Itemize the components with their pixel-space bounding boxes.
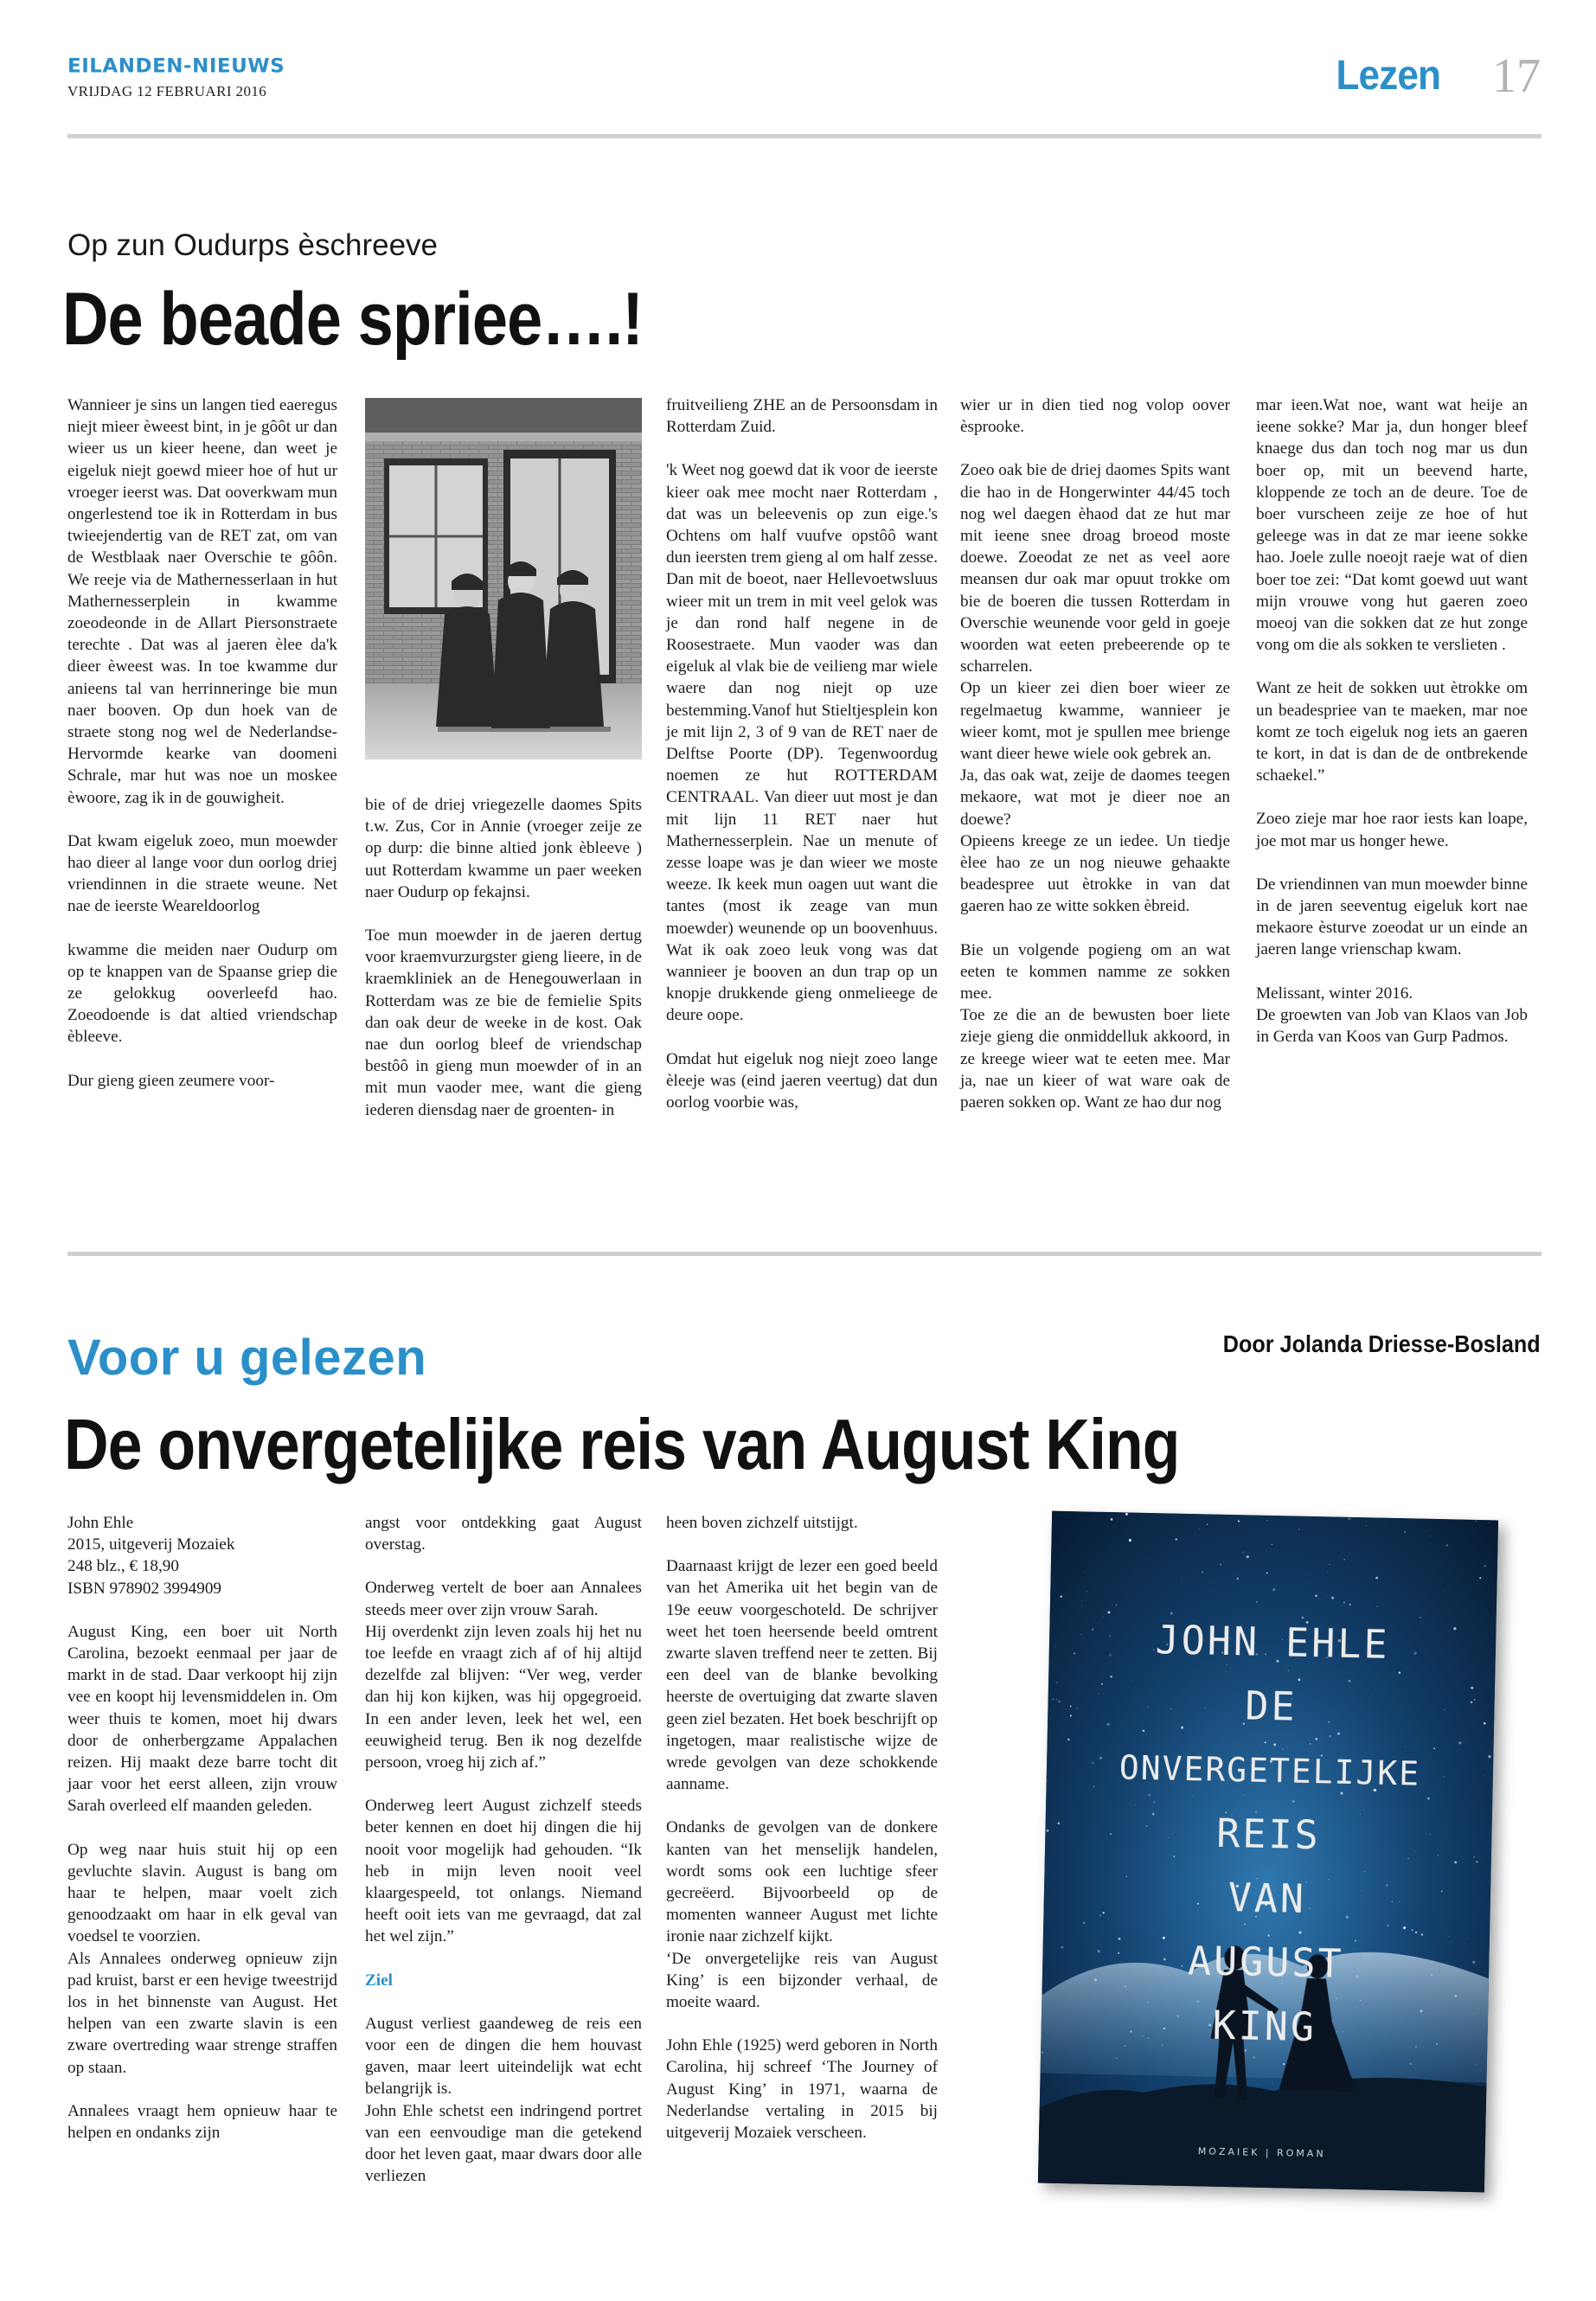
book-cover xyxy=(1038,1511,1498,2193)
article2-column-3 xyxy=(666,1512,938,2144)
article1-title: De beade spriee….! xyxy=(62,278,643,361)
issue-date: VRIJDAG 12 FEBRUARI 2016 xyxy=(67,83,267,99)
paragraph: John Ehle (1925) werd geboren in North Carolina, hij schreef ‘The Journey of August King’ in 1971, waarna de Nederlandse vertaling in 2015 bij uitgeverij Mozaiek verscheen. xyxy=(666,2036,938,2143)
paragraph: wier ur in dien tied nog volop oover èsprooke. xyxy=(960,396,1230,437)
cover-line: REIS xyxy=(1215,1810,1322,1859)
article2-title: De onvergetelijke reis van August King xyxy=(64,1404,1180,1484)
book-details: John Ehle 2015, uitgeverij Mozaiek 248 blz., € 18,90 ISBN 978902 3994909 xyxy=(67,1514,235,1598)
paragraph: Bie un volgende pogieng om an wat eeten te kommen namme ze sokken mee. Toe ze die an de bewusten boer liete zieje gieng die onmiddelluk akkoord, in ze kreege wieer wat te eeten mee. Mar ja, nae un kieer of wat ware oak de paeren sokken op. Want ze hao dur nog xyxy=(960,940,1230,1112)
paragraph: Op weg naar huis stuit hij op een gevluchte slavin. August is bang om haar te helpen, maar voelt zich genoodzaakt om haar in elk geval van voedsel te voorzien. Als Annalees onderweg opnieuw zijn pad kruist, barst er een hevige tweestrijd los in het binnenste van August. Het helpen van een zwarte slavin is een zware overtreding waar strenge straffen op staan. xyxy=(67,1840,337,2077)
paragraph: August King, een boer uit North Carolina, bezoekt eenmaal per jaar de markt in de stad. Daar verkoopt hij zijn vee en koopt hij levensmiddelen in. Om weer thuis te komen, moet hij dwars door de onherbergzame Appalachen reizen. Hij maakt deze barre tocht dit jaar voor het eerst alleen, zijn vrouw Sarah overleed elf maanden geleden. xyxy=(67,1622,337,1816)
paragraph: Zoeo zieje mar hoe raor iests kan loape, joe mot mar us honger hewe. xyxy=(1256,810,1528,850)
paragraph: Wannieer je sins un langen tied eaeregus niejt mieer èweest bint, in je gôôt ur dan wieer us un kieer heene, dan weet je eigeluk niejt goewd mieer hoe of hut ur vroeger ieerst was. Dat ooverkwam mun ongerlestend toe ik in Rotterdam in bus twieejendertig van de RET zat, om van de Westblaak naer Overschie te gôôn. We reeje via de Mathernesserlaan in hut Mathernesserplein in kwamme zoeodeonde in de Allart Piersonstraete terechte . Dat was al jaeren èlee da'k dieer èweest was. In toe kwamme dur anieens tal van herrinneringe bie mun naer booven. Op dun hoek van de straete stong nog wel de Nederlandse- Hervormde kearke van doomeni Schrale, mar hut was noe un moskee èwoore, zag ik in de gouwigheit. xyxy=(67,396,337,807)
cover-line: KING xyxy=(1212,2002,1317,2051)
paragraph: Omdat hut eigeluk nog niejt zoeo lange èleeje was (eind jaeren veertug) dat dun oorlog voorbie was, xyxy=(666,1049,938,1112)
cover-line: AUGUST xyxy=(1187,1938,1345,1987)
paragraph: heen boven zichzelf uitstijgt. xyxy=(666,1514,858,1532)
photo-three-women-icon xyxy=(365,398,642,760)
paragraph: angst voor ontdekking gaat August overstag. xyxy=(365,1514,642,1554)
cover-line: VAN xyxy=(1227,1875,1307,1922)
article2-byline: Door Jolanda Driesse-Bosland xyxy=(1223,1330,1541,1357)
article1-column-5 xyxy=(1256,394,1528,1048)
photo-image xyxy=(365,398,642,760)
article1-column-4 xyxy=(960,394,1230,1113)
signature: Melissant, winter 2016. De groewten van Job van Klaos van Job in Gerda van Koos van Gurp Padmos. xyxy=(1256,984,1528,1047)
paragraph: Daarnaast krijgt de lezer een goed beeld van het Amerika uit het begin van de 19e eeuw voorgeschoteld. De schrijver weet het toen heersende beeld omtrent zwarte slaven treffend neer te zetten. Bij een deel van de blanke bevolking heerste de overtuiging dat zwarte slaven geen ziel bezaten. Het boek beschrijft op ingetogen, maar realistische wijze de wrede gevolgen van deze schokkende aanname. xyxy=(666,1557,938,1794)
article2-kicker: Voor u gelezen xyxy=(67,1330,427,1386)
paragraph: August verliest gaandeweg de reis een voor een de dingen die hem houvast gaven, maar leert uiteindelijk wat echt belangrijk is. John Ehle schetst een indringend portret van een eenvoudige man die getekend door het leven gaat, maar dwars door alle verliezen xyxy=(365,2014,642,2186)
book-cover-publisher: MOZAIEK | ROMAN xyxy=(1197,2145,1326,2160)
header-rule xyxy=(67,134,1542,138)
article1-column-3 xyxy=(666,394,938,1113)
paragraph: Dat kwam eigeluk zoeo, mun moewder hao dieer al lange voor dun oorlog driej vriendinnen in die straete weune. Net nae de ieerste Weareldoorlog xyxy=(67,831,337,916)
cover-line: ONVERGETELIJKE xyxy=(1118,1748,1421,1793)
cover-line: JOHN EHLE xyxy=(1155,1617,1391,1668)
subheading-ziel: Ziel xyxy=(365,1971,393,1990)
paragraph: 'k Weet nog goewd dat ik voor de ieerste kieer oak mee mocht naer Rotterdam , dat was un beleevenis op zun eige.'s Ochtens om half vuufve opstôô want dun ieersten trem gieng al om half zesse. Dan mit de boeot, naer Hellevoetwsluus wieer mit un trem in mit veel gelok was je dan rond half negene in de Roosestraete. Mun vaoder was dan eigeluk al vlak bie de veilieng mar wiele waere dan nog niejt op uze bestemming.Vanof hut Stieltjesplein kon je mit lijn 2, 3 of 9 van de RET naer de Delftse Poorte (DP). Tegenwoordug noemen ze hut ROTTERDAM CENTRAAL. Van dieer uut most je dan mit lijn 11 RET naer hut Mathernesserplein. Nae un menute of zesse loape was je dan wieer we moste weeze. Ik keek mun oagen uut want die tantes (most ik zeage van mun moewder) weunende op un boovenhuus. Wat ik oak zoeo leuk vong was dat wannieer je booven an dun trap op un knopje drukkende gieng onmelieege de deure oope. xyxy=(666,461,938,1025)
article1-column-2 xyxy=(365,794,642,1121)
article1-column-1 xyxy=(67,394,337,1092)
paragraph: Toe mun moewder in de jaeren dertug voor kraemvurzurgster gieng lieere, in de kraemkliniek an de Henegouwerlaan in Rotterdam was ze bie de femielie Spits dan oak deur de weeke in de kost. Oak nae dun oorlog bleef de vriendschap bestôô in gieng mun moewder of in an mit mun vaoder mee, want die gieng iederen diensdag naer de groenten- in xyxy=(365,926,642,1119)
page-number: 17 xyxy=(1492,49,1541,103)
book-cover-title xyxy=(1041,1606,1497,2064)
paragraph: mar ieen.Wat noe, want wat heije an ieene sokke? Mar ja, dun honger bleef knaege dus dan toch nog mar us dun boer op, mit un beevend harte, kloppende ze toch an de deure. Toe de boer vurscheen zeije ze hoe of hut geleege was in dat ze mar ieene sokke hao. Joele zulle noeojt raeje wat of dien boer toe zei: “Dat komt goewd uut want mijn vrouwe vong hut gaeren zoeo moeoj van die sokken dat ze hut zonge vong om die als sokken te verslieten . xyxy=(1256,396,1528,655)
paragraph: Ondanks de gevolgen van de donkere kanten van het menselijk handelen, wordt soms ook een luchtige sfeer gecreëerd. Bijvoorbeeld op de momenten wanneer August met lichte ironie naar zichzelf kijkt. ‘De onvergetelijke reis van August King’ is een bijzonder verhaal, de moeite waard. xyxy=(666,1818,938,2012)
masthead-logo: EILANDEN-NIEUWS xyxy=(67,55,285,78)
paragraph: Zoeo oak bie de driej daomes Spits want die hao in de Hongerwinter 44/45 toch nog wel daegen èhaod dat ze hut mar mit ieene snee droag broeod moste doewe. Zoeodat ze net as veel aore meansen dur oak mar opuut trokke om bie de boeren die tussen Rotterdam in Overschie weunende voor geld in goeje woorden wat eeten prebeerende op te scharrelen. Op un kieer zei dien boer wieer ze regelmaetug kwamme, wannieer je wieer komt, mot je spullen mee brienge want dieer hewe wiele ook gebrek an. Ja, das oak wat, zeije de daomes teegen mekaore, wat mot je dieer noe an doewe? Opieens kreege ze un iedee. Un tiedje èlee hao ze un nog nieuwe gehaakte beadespree uut ètrokke in van dat gaeren hao ze witte sokken èbreid. xyxy=(960,461,1230,916)
paragraph: Want ze heit de sokken uut ètrokke om un beadespriee van te maeken, mar noe komt ze toch eigeluk nog iets an gaeren te kort, in dat is dan de de ontbrekende schaekel.” xyxy=(1256,679,1528,785)
article-divider xyxy=(67,1252,1542,1256)
cover-line: DE xyxy=(1244,1682,1298,1730)
section-title: Lezen xyxy=(1336,53,1440,99)
paragraph: De vriendinnen van mun moewder binne in de jaren seeventug eigeluk kort nae mekaore èsturve zoeodat ur un einde an jaeren lange vrienschap kwam. xyxy=(1256,875,1528,959)
article1-kicker: Op zun Oudurps èschreeve xyxy=(67,228,439,262)
paragraph: kwamme die meiden naer Oudurp om op te knappen van de Spaanse griep die ze gelokkug ooverleefd hao. Zoeodoende is dat altied vriendschap èbleeve. xyxy=(67,940,337,1047)
paragraph: Dur gieng gieen zeumere voor- xyxy=(67,1071,275,1090)
article2-column-2 xyxy=(365,1512,642,2187)
article2-column-1 xyxy=(67,1512,337,2144)
paragraph: Onderweg leert August zichzelf steeds beter kennen en doet hij dingen die hij nooit voor mogelijk had gehouden. “Ik heb in mijn leven nooit veel klaargespeeld, tot onlangs. Niemand heeft ooit iets van me gevraagd, dat zal het wel zijn.” xyxy=(365,1797,642,1946)
paragraph: bie of de driej vriegezelle daomes Spits t.w. Zus, Cor in Annie (vroeger zeije ze op durp: die binne altied jonk èbleeve ) uut Rotterdam kwamme un paer weeken naer Oudurp op fekajnsi. xyxy=(365,796,642,901)
paragraph: Annalees vraagt hem opnieuw haar te helpen en ondanks zijn xyxy=(67,2101,337,2143)
paragraph: Onderweg vertelt de boer aan Annalees steeds meer over zijn vrouw Sarah. Hij overdenkt zijn leven zoals hij het nu toe leefde en vraagt zich af of hij altijd dezelfde zal blijven: “Ver weg, verder dan hij kon kijken, was hij opgegroeid. In een ander leven, leek het wel, een eeuwigheid terug. Ben ik nog dezelfde persoon, vroeg hij zich af.” xyxy=(365,1579,642,1772)
paragraph: fruitveilieng ZHE an de Persoonsdam in Rotterdam Zuid. xyxy=(666,396,938,437)
